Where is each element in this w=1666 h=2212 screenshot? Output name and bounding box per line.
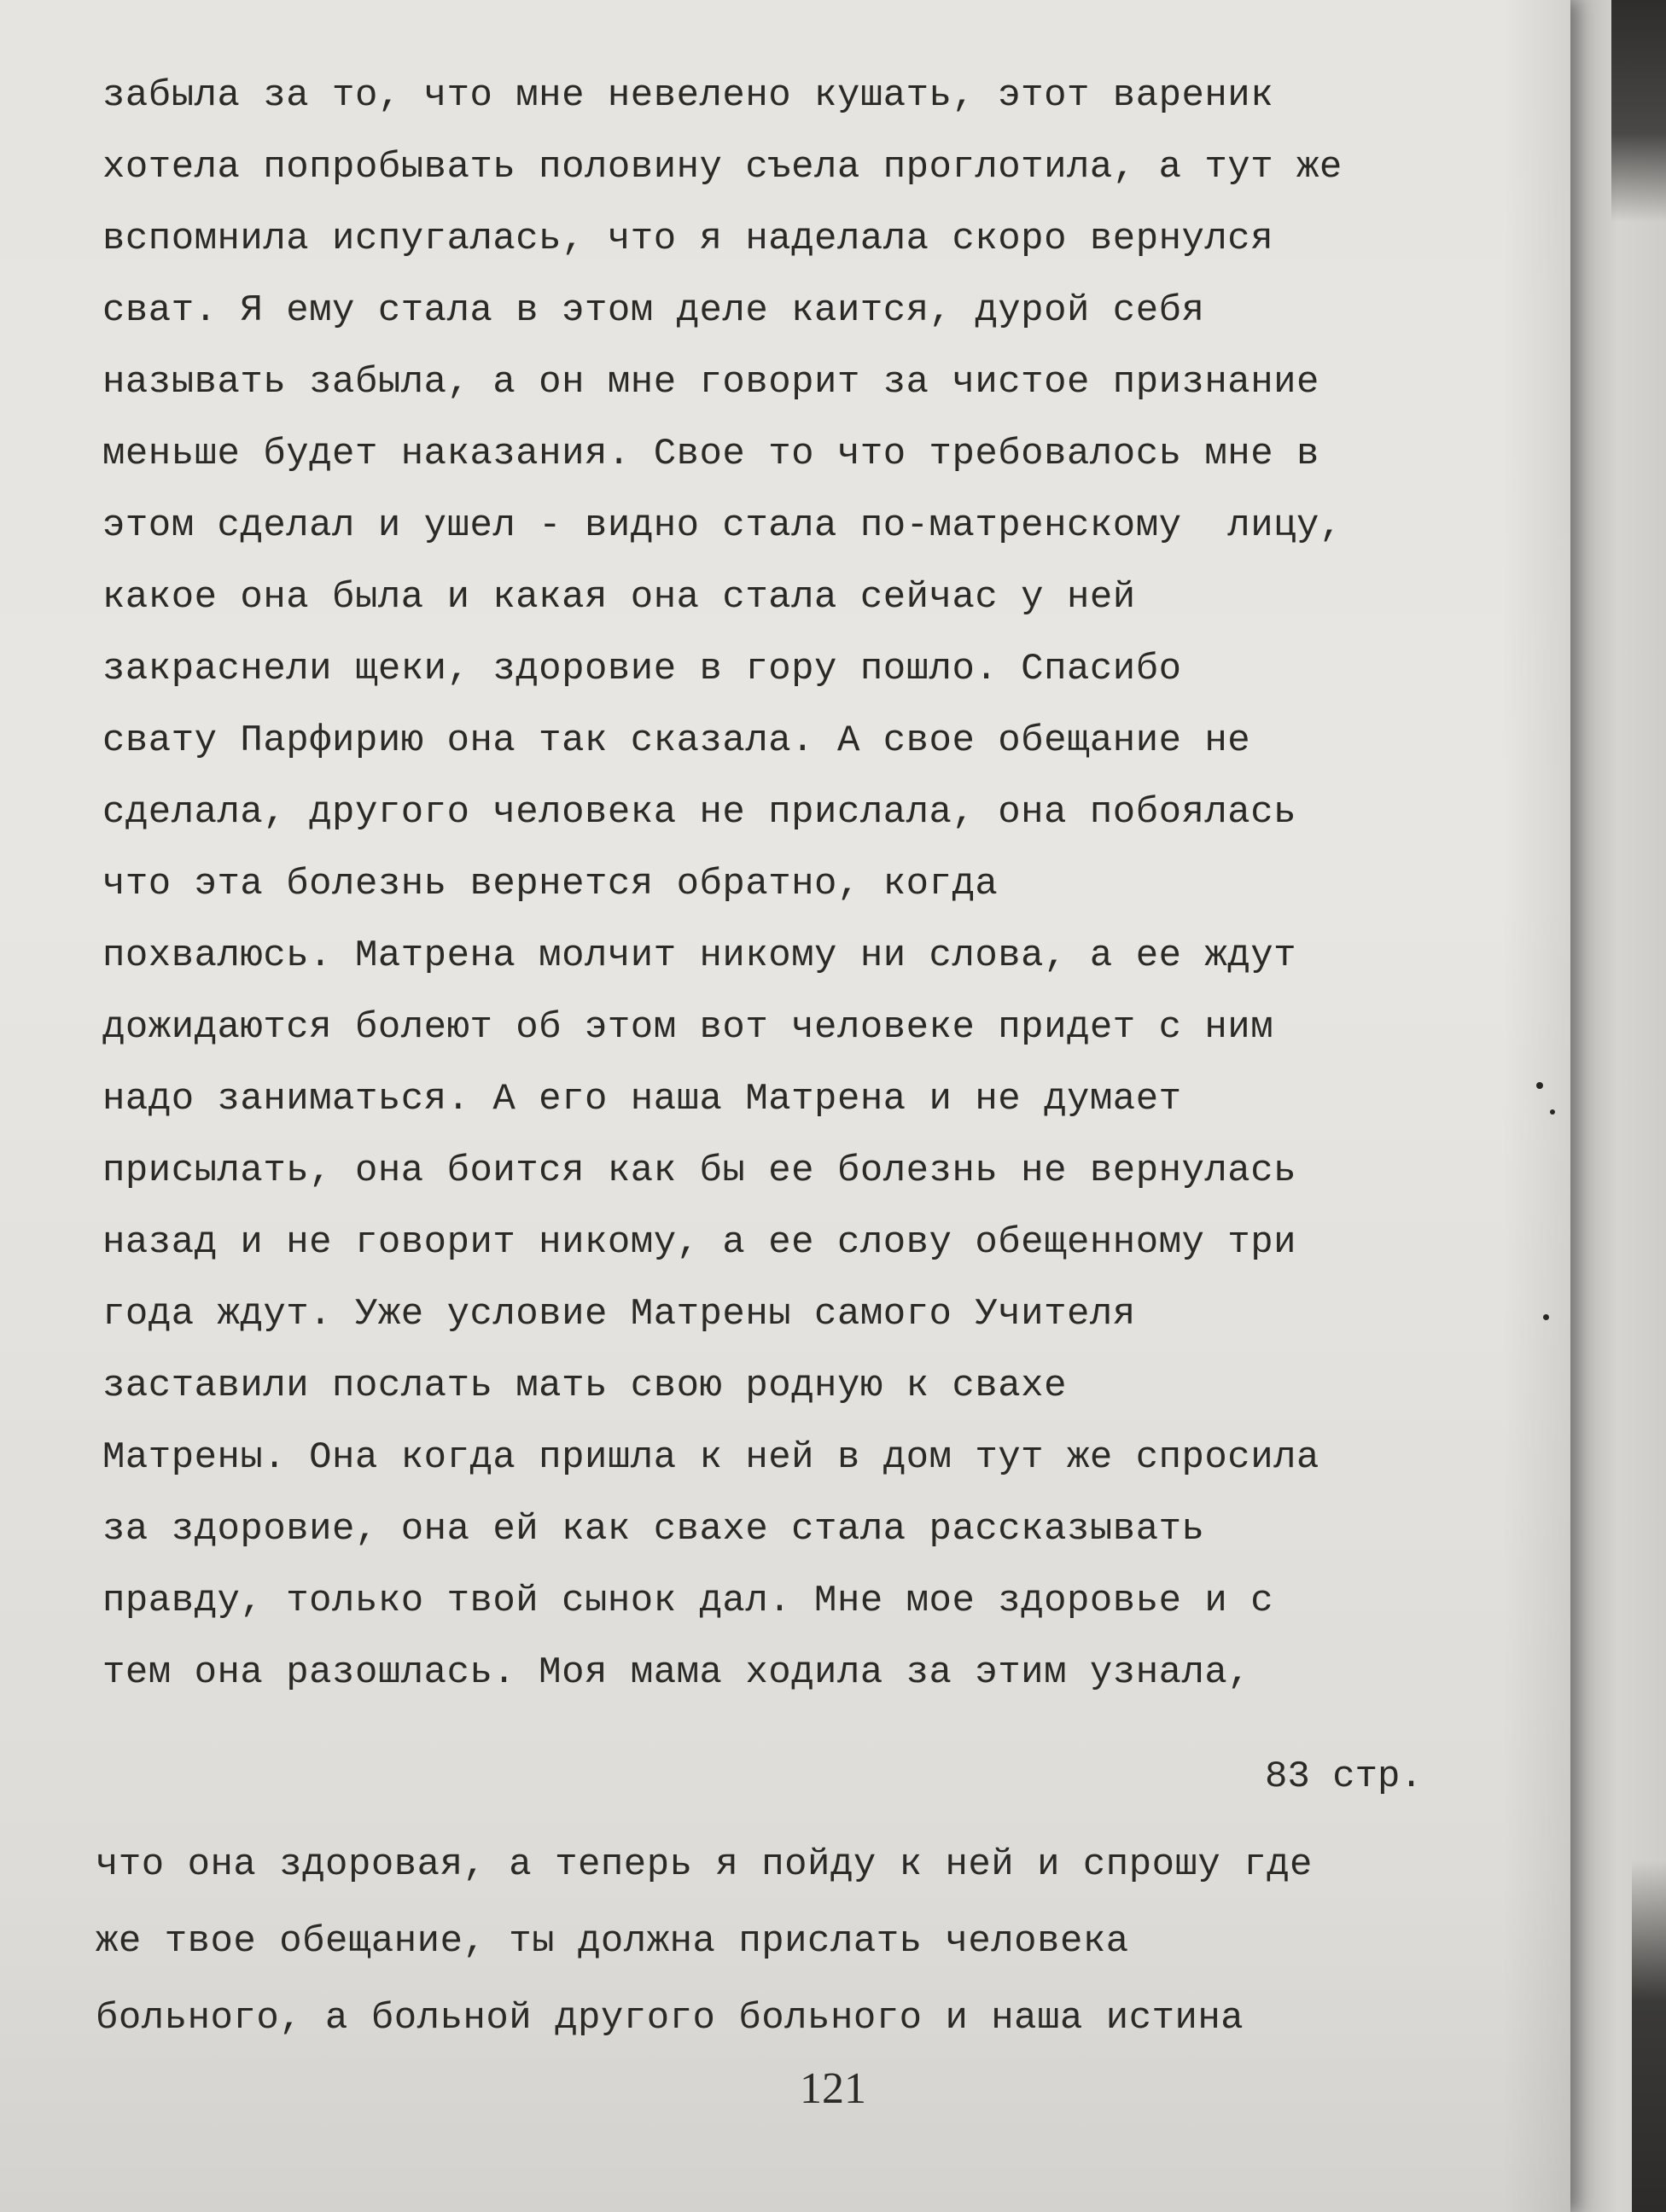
text-line: за здоровие, она ей как свахе стала рассказывать	[102, 1508, 1205, 1551]
dark-edge-strip	[1632, 1860, 1666, 2212]
text-line: сделала, другого человека не прислала, она побоялась	[102, 791, 1297, 834]
text-line: тем она разошлась. Моя мама ходила за этим узнала,	[102, 1651, 1251, 1694]
text-line: похвалюсь. Матрена молчит никому ни слова, а ее ждут	[102, 934, 1297, 977]
text-line: заставили послать мать свою родную к свахе	[102, 1365, 1067, 1407]
text-line: Матрены. Она когда пришла к ней в дом тут же спросила	[102, 1436, 1319, 1479]
text-line: меньше будет наказания. Свое то что требовалось мне в	[102, 433, 1319, 475]
ink-speck	[1536, 1082, 1543, 1089]
text-line: надо заниматься. А его наша Матрена и не думает	[102, 1078, 1182, 1121]
text-line: года ждут. Уже условие Матрены самого Учителя	[102, 1293, 1136, 1336]
dark-corner-shadow	[1611, 0, 1666, 222]
page-number-text: 121	[800, 2064, 866, 2113]
text-line: называть забыла, а он мне говорит за чистое признание	[102, 361, 1319, 404]
text-line: же твое обещание, ты должна прислать человека	[96, 1920, 1129, 1963]
page-number	[0, 2064, 1666, 2114]
text-line: закраснели щеки, здоровие в гору пошло. Спасибо	[102, 648, 1182, 690]
text-line: дожидаются болеют об этом вот человеке придет с ним	[102, 1006, 1274, 1049]
ink-speck	[1543, 1314, 1549, 1320]
text-line: что эта болезнь вернется обратно, когда	[102, 863, 999, 905]
text-line: сват. Я ему стала в этом деле каится, дурой себя	[102, 289, 1205, 332]
text-line: правду, только твой сынок дал. Мне мое здоровье и с	[102, 1580, 1274, 1622]
text-line: назад и не говорит никому, а ее слову обещенному три	[102, 1221, 1297, 1264]
text-line: вспомнила испугалась, что я наделала скоро вернулся	[102, 218, 1274, 260]
text-line: какое она была и какая она стала сейчас у ней	[102, 576, 1136, 619]
text-line: больного, а больной другого больного и наша истина	[96, 1997, 1244, 2040]
text-line: этом сделал и ушел - видно стала по-матренскому лицу,	[102, 504, 1343, 547]
body-text	[102, 60, 1536, 1708]
text-line: забыла за то, что мне невелено кушать, этот вареник	[102, 74, 1274, 117]
ink-speck	[1550, 1109, 1555, 1115]
text-line: присылать, она боится как бы ее болезнь не вернулась	[102, 1150, 1297, 1192]
text-line: хотела попробывать половину съела проглотила, а тут же	[102, 146, 1343, 189]
inner-page-marker: 83 стр.	[1265, 1755, 1423, 1798]
text-line: что она здоровая, а теперь я пойду к ней и спрошу где	[96, 1843, 1313, 1886]
continuation-text	[96, 1826, 1547, 2057]
text-line: свату Парфирию она так сказала. А свое обещание не	[102, 719, 1251, 762]
